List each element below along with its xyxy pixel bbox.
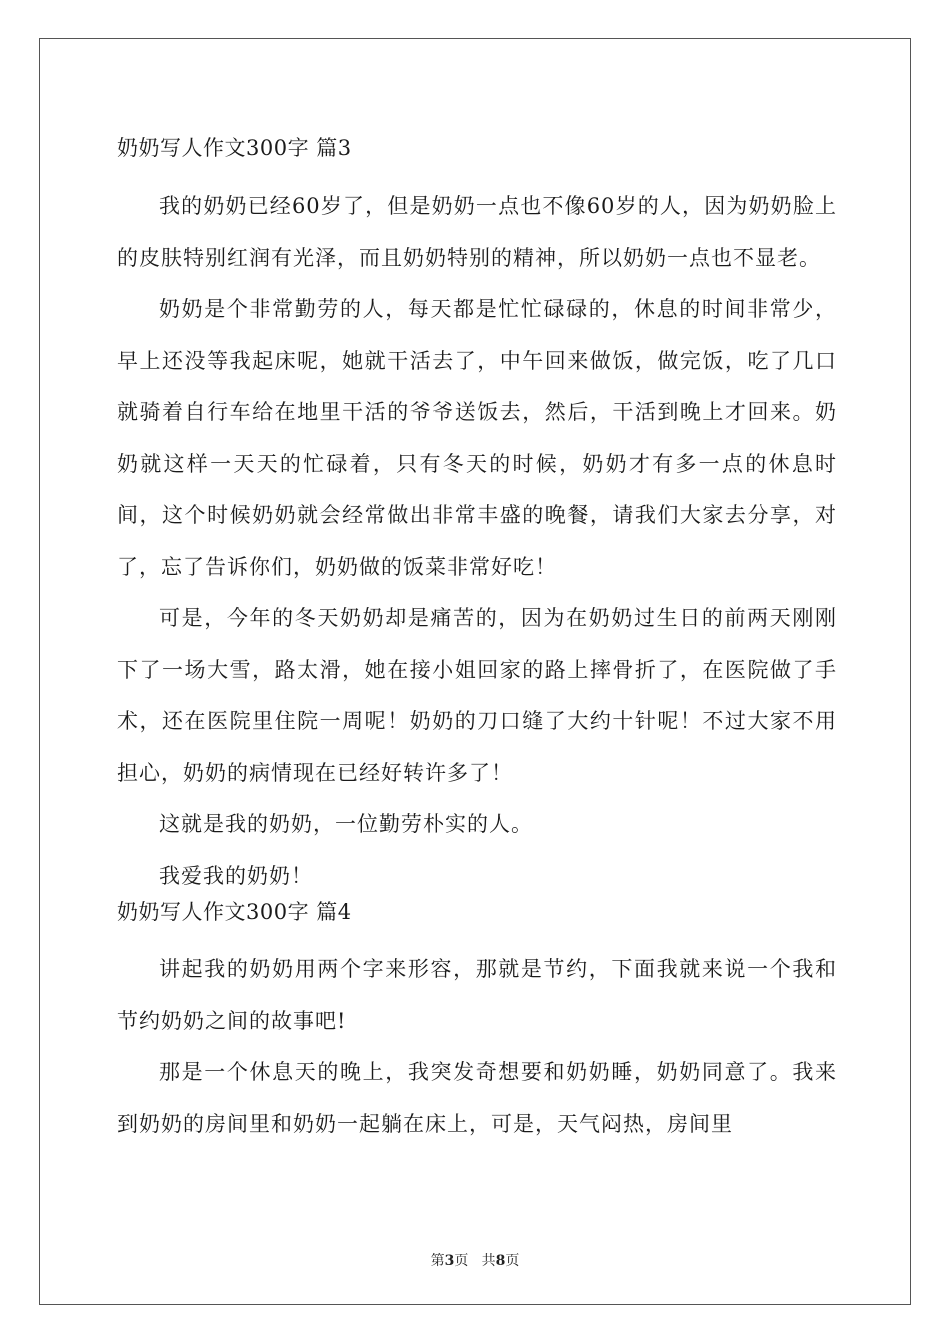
section-3-paragraph-5: 我爱我的奶奶！	[159, 863, 313, 888]
section-4-paragraph-1: 讲起我的奶奶用两个字来形容，那就是节约，下面我就来说一个我和节约奶奶之间的故事吧!	[117, 957, 837, 1033]
section-4-title: 奶奶写人作文300字 篇4	[117, 900, 352, 924]
page-footer	[0, 1250, 950, 1270]
total-suffix: 页	[505, 1253, 520, 1269]
page-suffix: 页	[454, 1253, 469, 1269]
section-4-paragraph-2: 那是一个休息天的晚上，我突发奇想要和奶奶睡，奶奶同意了。我来到奶奶的房间里和奶奶一起躺在床上，可是，天气闷热，房间里	[117, 1060, 837, 1136]
section-3-paragraph-2: 奶奶是个非常勤劳的人，每天都是忙忙碌碌的，休息的时间非常少，早上还没等我起床呢，她就干活去了，中午回来做饭，做完饭，吃了几口就骑着自行车给在地里干活的爷爷送饭去，然后，干活到晚上才回来。奶奶就这样一天天的忙碌着，只有冬天的时候，奶奶才有多一点的休息时间，这个时候奶奶就会经常做出非常丰盛的晚餐，请我们大家去分享，对了，忘了告诉你们，奶奶做的饭菜非常好吃！	[117, 297, 837, 579]
page-prefix: 第	[430, 1253, 445, 1269]
total-prefix: 共	[481, 1253, 496, 1269]
section-3-paragraph-4: 这就是我的奶奶，一位勤劳朴实的人。	[159, 812, 533, 836]
section-3-paragraph-3: 可是，今年的冬天奶奶却是痛苦的，因为在奶奶过生日的前两天刚刚下了一场大雪，路太滑，她在接小姐回家的路上摔骨折了，在医院做了手术，还在医院里住院一周呢！奶奶的刀口缝了大约十针呢！不过大家不用担心，奶奶的病情现在已经好转许多了！	[117, 606, 837, 785]
section-3-title: 奶奶写人作文300字 篇3	[117, 136, 352, 160]
current-page-number: 3	[444, 1253, 455, 1269]
document-body	[117, 128, 837, 1150]
section-3-paragraph-1: 我的奶奶已经60岁了，但是奶奶一点也不像60岁的人，因为奶奶脸上的皮肤特别红润有光泽，而且奶奶特别的精神，所以奶奶一点也不显老。	[117, 194, 837, 270]
total-pages-number: 8	[495, 1253, 506, 1269]
